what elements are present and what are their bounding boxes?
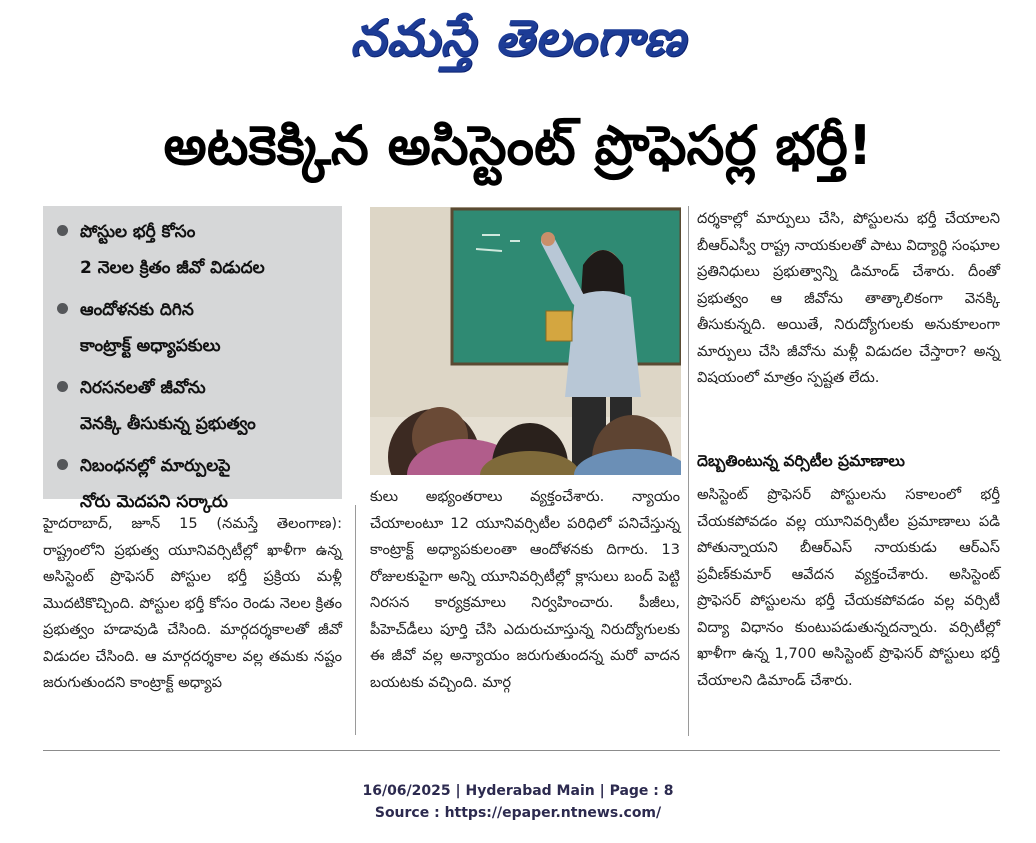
highlight-text: నిబంధనల్లో మార్పులపై నోరు మెదపని సర్కారు [80,456,231,512]
classroom-illustration [370,207,681,475]
column-divider [688,206,689,736]
highlights-box [43,206,342,512]
highlight-item [57,214,336,286]
bullet-icon [57,303,68,314]
bullet-icon [57,459,68,470]
highlight-text: ఆందోళనకు దిగిన కాంట్రాక్ట్ అధ్యాపకులు [80,300,221,356]
highlight-item [57,448,336,520]
masthead-logo: నమస్తే తెలంగాణ [350,9,686,67]
highlight-item [57,370,336,442]
article-subheading: దెబ్బతింటున్న వర్సిటీల ప్రమాణాలు [697,452,905,470]
highlight-text: నిరసనలతో జీవోను వెనక్కి తీసుకున్న ప్రభుత్వం [80,378,256,434]
footer-source-link[interactable]: Source : https://epaper.ntnews.com/ [374,805,662,821]
highlight-text: పోస్టుల భర్తీ కోసం 2 నెలల క్రితం జీవో విడుదల [80,222,265,278]
bullet-icon [57,225,68,236]
article-column-1: హైదరాబాద్, జూన్ 15 (నమస్తే తెలంగాణ): రాష్ట్రంలోని ప్రభుత్వ యూనివర్సిటీల్లో ఖాళీగా ఉన్న అసిస్టెంట్ ప్రొఫెసర్ పోస్టుల భర్తీ ప్రక్రియ మళ్లీ మొదటికొచ్చింది. పోస్టుల భర్తీ కోసం రెండు నెలల క్రితం ప్రభుత్వం హడావుడి చేసింది. మార్గదర్శకాలతో జీవో విడుదల చేసింది. ఆ మార్గదర్శకాల వల్ల తమకు నష్టం జరుగుతుందని కాంట్రాక్ట్ అధ్యాప [43,515,342,691]
column-divider [355,505,356,735]
article-column-3-continued: అసిస్టెంట్ ప్రొఫెసర్ పోస్టులను సకాలంలో భర్తీ చేయకపోవడం వల్ల యూనివర్సిటీల ప్రమాణాలు పడి పోతున్నాయని బీఆర్‌ఎస్ నాయకుడు ఆర్‌ఎస్ ప్రవీణ్‌కుమార్ ఆవేదన వ్యక్తంచేశారు. అసిస్టెంట్ ప్రొఫెసర్ పోస్టులను భర్తీ చేయకపోవడం వల్ల వర్సిటీ విద్యా విధానం కుంటుపడుతున్నదన్నారు. వర్సిటీల్లో ఖాళీగా ఉన్న 1,700 అసిస్టెంట్ ప్రొఫెసర్ పోస్టులు భర్తీ చేయాలని డిమాండ్ చేశారు. [697,486,1000,689]
article-column-2: కులు అభ్యంతరాలు వ్యక్తంచేశారు. న్యాయం చేయాలంటూ 12 యూనివర్సిటీల పరిధిలో పనిచేస్తున్న కాంట్రాక్ట్ అధ్యాపకులంతా ఆందోళనకు దిగారు. 13 రోజులకుపైగా అన్ని యూనివర్సిటీల్లో క్లాసులు బంద్ పెట్టి నిరసన కార్యక్రమాలు నిర్వహించారు. పీజీలు, పీహెచ్‌డీలు పూర్తి చేసి ఎదురుచూస్తున్న నిరుద్యోగులకు ఈ జీవో వల్ల అన్యాయం జరుగుతుందన్న మరో వాదన బయటకు వచ్చింది. మార్గ [370,488,680,691]
highlight-item [57,292,336,364]
bullet-icon [57,381,68,392]
article-column-3: దర్శకాల్లో మార్పులు చేసి, పోస్టులను భర్తీ చేయాలని బీఆర్‌ఎస్వీ రాష్ట్ర నాయకులతో పాటు విద్యార్థి సంఘాల ప్రతినిధులు ప్రభుత్వాన్ని డిమాండ్ చేశారు. దీంతో ప్రభుత్వం ఆ జీవోను తాత్కాలికంగా వెనక్కి తీసుకున్నది. అయితే, నిరుద్యోగులకు అనుకూలంగా మార్పులు చేసి జీవోను మళ్లీ విడుదల చేస్తారా? అన్న విషయంలో మాత్రం స్పష్టత లేదు. [697,210,1000,386]
footer-divider [43,750,1000,751]
article-headline: అటకెక్కిన అసిస్టెంట్ ప్రొఫెసర్ల భర్తీ! [163,114,873,177]
article-photo-teacher-classroom [370,207,681,475]
footer-edition-info: 16/06/2025 | Hyderabad Main | Page : 8 [362,783,674,799]
